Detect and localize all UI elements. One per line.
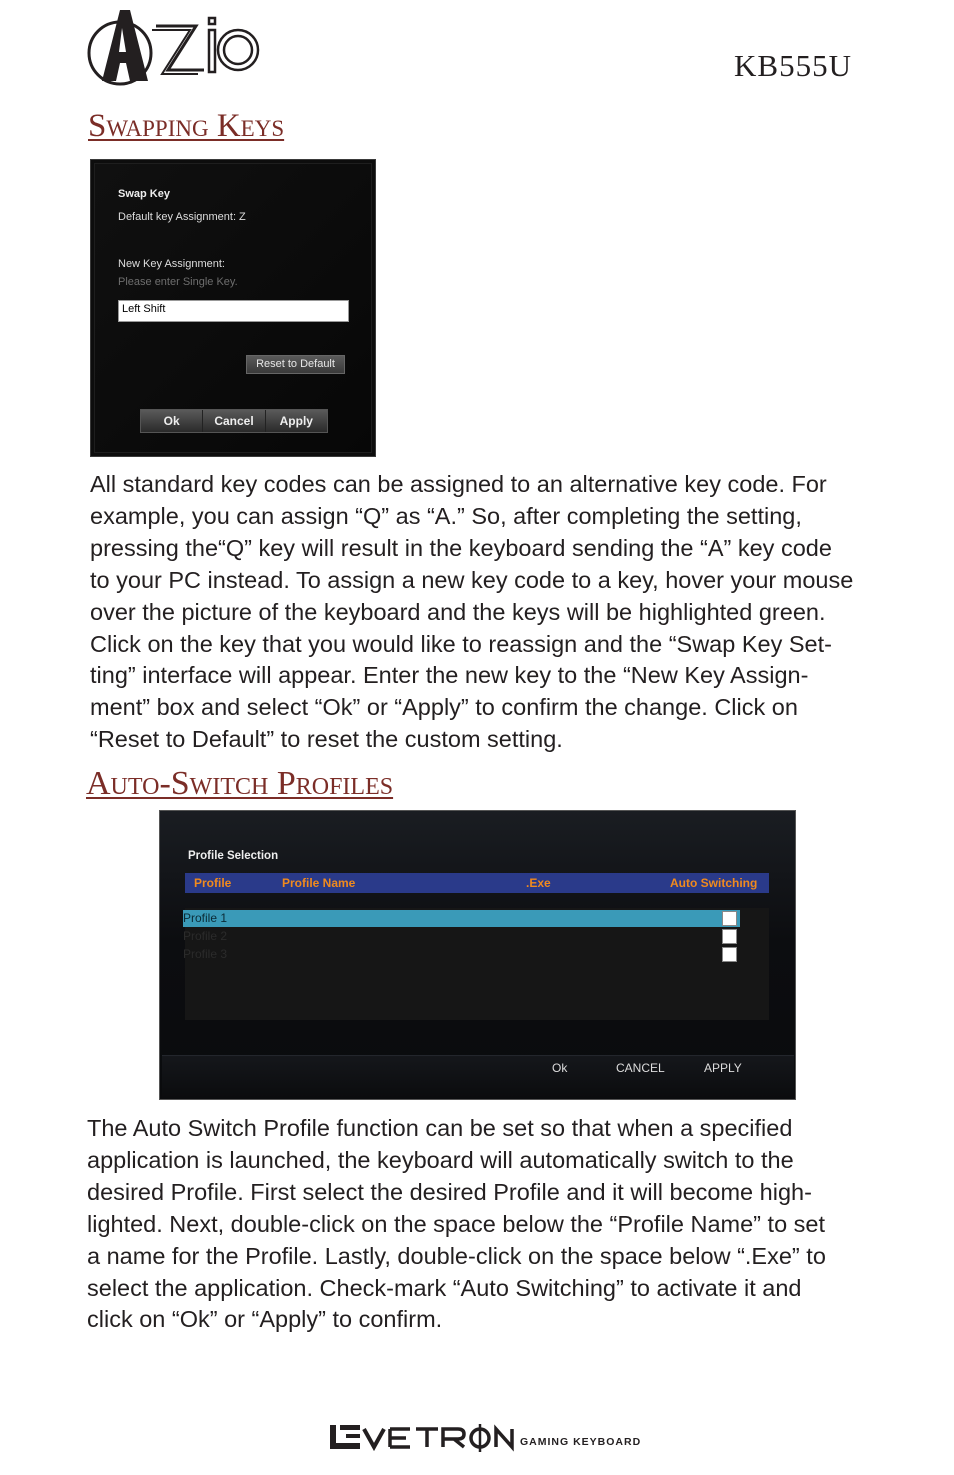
dialog-button-bar: [140, 409, 328, 433]
new-key-label: New Key Assignment:: [118, 258, 225, 270]
paragraph-line: All standard key codes can be assigned to an alternative key code. For: [90, 471, 827, 497]
column-header-auto-switching[interactable]: Auto Switching: [670, 876, 758, 890]
column-header-profile-name[interactable]: Profile Name: [282, 876, 356, 890]
auto-switch-checkbox[interactable]: [722, 947, 737, 962]
profile-row[interactable]: Profile 3: [183, 947, 228, 961]
section-heading-swapping-keys: Swapping Keys: [88, 108, 285, 144]
paragraph-line: to your PC instead. To assign a new key code to a key, hover your mouse: [90, 566, 854, 593]
paragraph-line: The Auto Switch Profile function can be set so that when a specified: [87, 1115, 793, 1141]
profile-dialog-title: Profile Selection: [188, 850, 279, 862]
paragraph-line: application is launched, the keyboard will automatically switch to the: [87, 1146, 794, 1173]
auto-switch-checkbox[interactable]: [722, 929, 737, 944]
model-number: KB555U: [734, 48, 852, 83]
profile-table-header: [185, 873, 769, 893]
profile-row[interactable]: Profile 1: [183, 910, 740, 927]
paragraph-line: “Reset to Default” to reset the custom setting.: [90, 726, 563, 753]
paragraph-line: Click on the key that you would like to reassign and the “Swap Key Set-: [90, 630, 832, 657]
section-heading-auto-switch: Auto-Switch Profiles: [86, 765, 394, 802]
auto-switch-checkbox[interactable]: [722, 911, 737, 926]
paragraph-line: ment” box and select “Ok” or “Apply” to confirm the change. Click on: [90, 694, 798, 721]
paragraph-line: a name for the Profile. Lastly, double-click on the space below “.Exe” to: [87, 1242, 826, 1269]
apply-button[interactable]: APPLY: [704, 1061, 742, 1075]
column-header-exe[interactable]: .Exe: [526, 876, 551, 890]
cancel-button[interactable]: CANCEL: [616, 1061, 665, 1075]
profile-row[interactable]: Profile 2: [183, 929, 228, 943]
column-header-profile[interactable]: Profile: [194, 876, 232, 890]
apply-button[interactable]: Apply: [279, 414, 313, 428]
paragraph-line: desired Profile. First select the desired Profile and it will become high-: [87, 1178, 812, 1205]
paragraph-line: click on “Ok” or “Apply” to confirm.: [87, 1306, 443, 1333]
swap-keys-paragraph: [90, 469, 853, 756]
footer-tagline: GAMING KEYBOARD: [520, 1436, 642, 1448]
auto-switch-paragraph: [87, 1113, 826, 1336]
dialog-title: Swap Key: [118, 188, 170, 200]
reset-to-default-button[interactable]: Reset to Default: [246, 355, 345, 374]
new-key-hint: Please enter Single Key.: [118, 276, 238, 288]
cancel-button[interactable]: Cancel: [203, 410, 265, 432]
paragraph-line: example, you can assign “Q” as “A.” So, after completing the setting,: [90, 502, 802, 529]
profile-dialog-footer: [162, 1055, 794, 1098]
ok-button[interactable]: Ok: [141, 410, 203, 432]
paragraph-line: pressing the“Q” key will result in the keyboard sending the “A” key code: [90, 534, 832, 561]
paragraph-line: lighted. Next, double-click on the space below the “Profile Name” to set: [87, 1210, 826, 1237]
paragraph-line: select the application. Check-mark “Auto Switching” to activate it and: [87, 1274, 802, 1301]
paragraph-line: over the picture of the keyboard and the keys will be highlighted green.: [90, 598, 826, 625]
ok-button[interactable]: Ok: [552, 1061, 568, 1075]
default-key-label: Default key Assignment: Z: [118, 211, 246, 223]
paragraph-line: ting” interface will appear. Enter the new key to the “New Key Assign-: [90, 662, 809, 689]
levetron-logo: [330, 1423, 650, 1458]
new-key-input[interactable]: Left Shift: [118, 300, 349, 322]
azio-logo: [86, 8, 262, 86]
